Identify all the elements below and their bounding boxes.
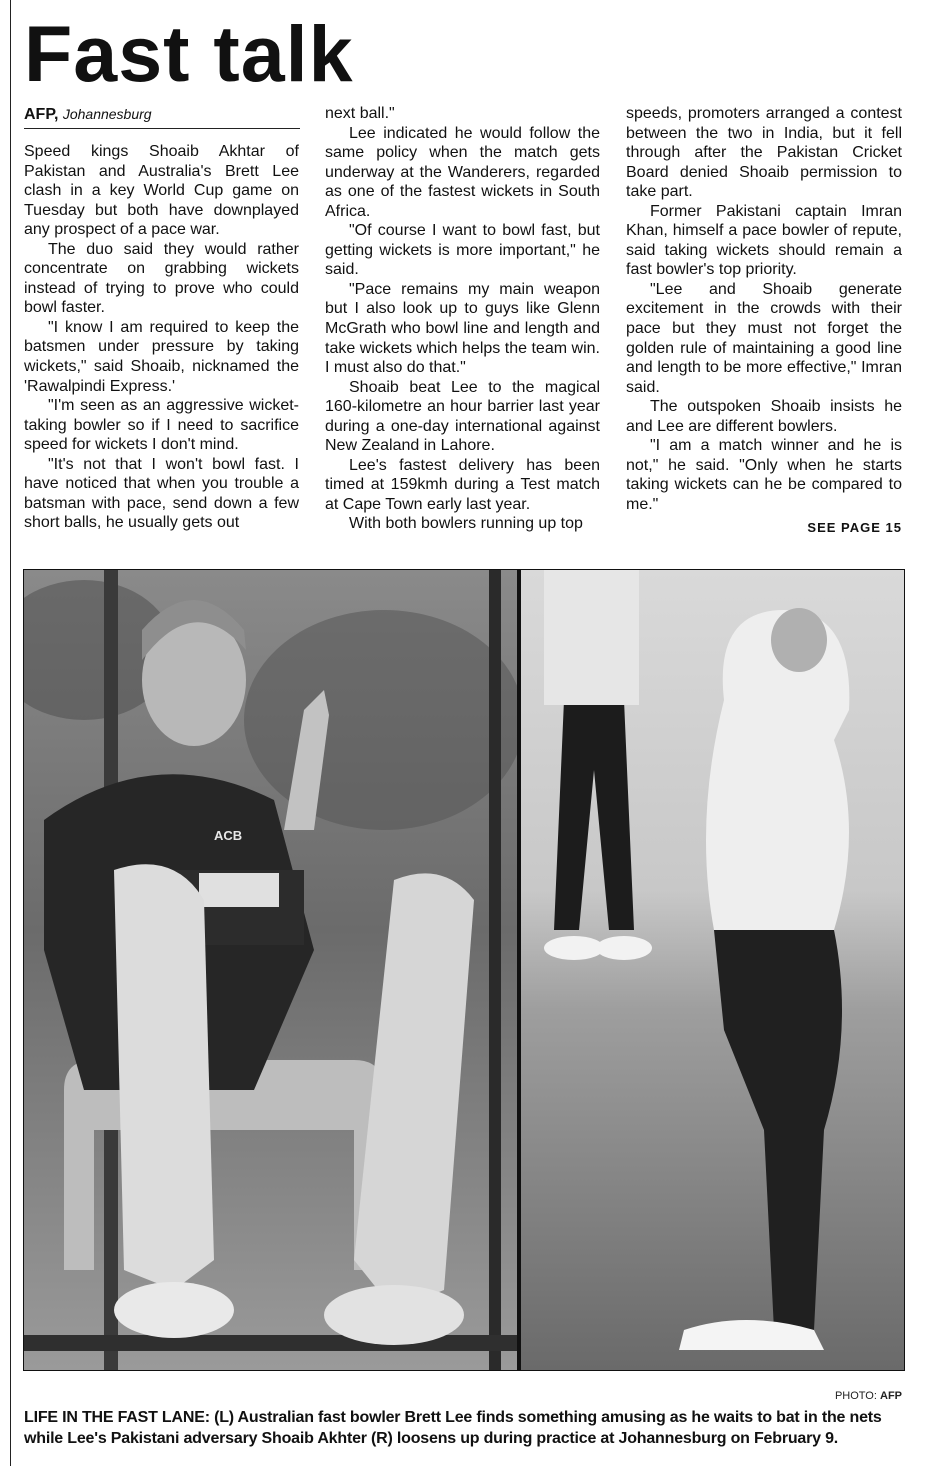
photo-caption: LIFE IN THE FAST LANE: (L) Australian fast bowler Brett Lee finds something amusing as he waits to bat in the nets while Lee's Pakistani adversary Shoaib Akhter (R) loosens up during practice at Johannesburg on February 9. bbox=[24, 1409, 882, 1447]
paragraph: Speed kings Shoaib Akhtar of Pakistan and Australia's Brett Lee clash in a key World Cup game on Tuesday but both have downplayed any prospect of a pace war. bbox=[24, 143, 299, 239]
paragraph: "I know I am required to keep the batsmen under pressure by taking wickets," said Shoaib, nicknamed the 'Rawalpindi Express.' bbox=[24, 318, 299, 395]
article-column-1 bbox=[24, 142, 299, 533]
photo-credit-label: PHOTO: bbox=[834, 1390, 877, 1402]
see-page-link[interactable]: SEE PAGE 15 bbox=[807, 520, 902, 535]
paragraph: "Of course I want to bowl fast, but getting wickets is more important," he said. bbox=[325, 222, 600, 279]
dateline bbox=[24, 106, 300, 129]
paragraph: "I'm seen as an aggressive wicket-taking bowler so if I need to sacrifice speed for wickets I don't mind. bbox=[24, 397, 299, 454]
photo-credit bbox=[700, 1390, 902, 1402]
paragraph: "I am a match winner and he is not," he said. "Only when he starts taking wickets can he be compared to me." bbox=[626, 437, 902, 513]
paragraph: Shoaib beat Lee to the magical 160-kilometre an hour barrier last year during a one-day international against New Zealand in Lahore. bbox=[325, 378, 600, 455]
paragraph: With both bowlers running up top bbox=[349, 515, 583, 533]
headline: Fast talk bbox=[24, 9, 354, 98]
photo-left-panel bbox=[24, 570, 524, 1370]
dateline-agency: AFP, bbox=[24, 106, 59, 123]
photo-credit-source: AFP bbox=[880, 1390, 902, 1402]
page-left-rule bbox=[10, 0, 11, 1466]
article-column-3 bbox=[626, 104, 902, 514]
paragraph: "Lee and Shoaib generate excitement in the crowds with their pace but they must not forget the golden rule of maintaining a good line and length to be more effective," Imran said. bbox=[626, 280, 902, 396]
paragraph: Former Pakistani captain Imran Khan, himself a pace bowler of repute, said taking wickets should remain a fast bowler's top priority. bbox=[626, 202, 902, 279]
paragraph: next ball." bbox=[325, 105, 395, 122]
paragraph: The duo said they would rather concentrate on grabbing wickets instead of trying to prove who could bowl faster. bbox=[24, 240, 299, 317]
paragraph: speeds, promoters arranged a contest between the two in India, but it fell through after the Pakistan Cricket Board denied Shoaib permission to take part. bbox=[626, 105, 902, 201]
paragraph: Lee indicated he would follow the same policy when the match gets underway at the Wanderers, regarded as one of the fastest wickets in South Africa. bbox=[325, 124, 600, 220]
paragraph: Lee's fastest delivery has been timed at 159kmh during a Test match at Cape Town early last year. bbox=[325, 456, 600, 513]
article-column-2 bbox=[325, 104, 600, 534]
photo-right-panel bbox=[521, 570, 904, 1370]
paragraph: The outspoken Shoaib insists he and Lee are different bowlers. bbox=[626, 398, 902, 435]
dateline-location: Johannesburg bbox=[62, 106, 152, 122]
paragraph: "It's not that I won't bowl fast. I have noticed that when you trouble a batsman with pace, send down a few short balls, he usually gets out bbox=[24, 455, 299, 532]
photo bbox=[23, 569, 905, 1371]
paragraph: "Pace remains my main weapon but I also look up to guys like Glenn McGrath who bowl line and length and take wickets which helps the team win. I must also do that." bbox=[325, 280, 600, 377]
shirt-logo: ACB bbox=[214, 828, 243, 843]
